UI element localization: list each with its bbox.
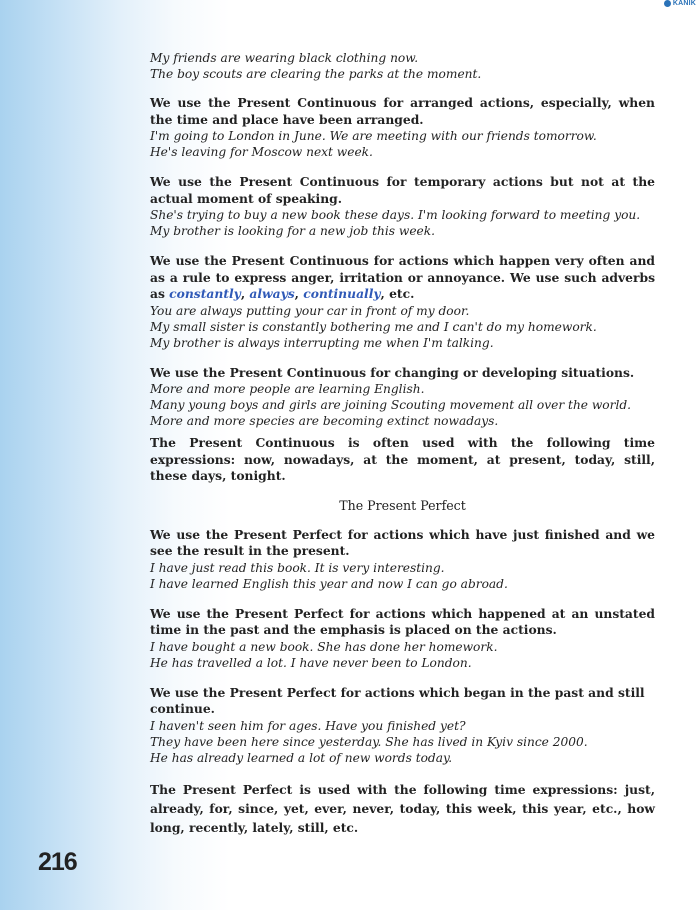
page-number: 216: [38, 848, 77, 876]
rule-text: We use the Present Perfect for actions which have just finished and we see the result in the present.: [150, 526, 655, 558]
rule-unstated-time: [150, 606, 655, 671]
example-sentence: More and more people are learning English.: [150, 382, 425, 396]
rule-began-in-past: [150, 685, 655, 766]
perfect-time-expressions: [150, 780, 655, 837]
rule-text-start: We use the Present Continuous for actions which happen very often and as a rule to express anger, irritation or annoyance. We use such adverbs as: [150, 253, 655, 301]
example-sentence: I'm going to London in June. We are meeting with our friends tomorrow.: [150, 129, 597, 143]
example-sentence: He has already learned a lot of new words today.: [150, 750, 453, 765]
section-heading-present-perfect: [150, 498, 655, 513]
adverb-continually: continually: [303, 286, 381, 301]
publisher-logo: [664, 0, 696, 7]
example-sentence: I have bought a new book. She has done her homework.: [150, 639, 498, 654]
example-sentence: My brother is always interrupting me when I'm talking.: [150, 335, 494, 350]
rule-text: [150, 253, 655, 303]
rule-temporary-actions: [150, 174, 655, 239]
page-content: [150, 50, 655, 837]
section-heading: The Present Perfect: [339, 497, 466, 513]
example-sentence: You are always putting your car in front of my door.: [150, 303, 470, 318]
example-sentence: The boy scouts are clearing the parks at the moment.: [150, 67, 482, 81]
adverb-always: always: [249, 286, 295, 301]
adverb-separator: ,: [240, 286, 250, 301]
logo-text: ΚΑΝΙΚ: [672, 0, 696, 7]
adverb-constantly: constantly: [169, 286, 241, 301]
rule-changing-situations: [150, 365, 655, 430]
example-sentence: He has travelled a lot. I have never been to London.: [150, 655, 472, 670]
rule-text-end: , etc.: [380, 286, 415, 301]
rule-just-finished: [150, 527, 655, 592]
example-sentence: She's trying to buy a new book these days. I'm looking forward to meeting you.: [150, 208, 641, 222]
example-sentence: My brother is looking for a new job this week.: [150, 224, 436, 238]
logo-icon: [664, 0, 671, 7]
time-expressions-text: The Present Perfect is used with the following time expressions: just, already, for, since, yet, ever, never, today, this week, this year, etc., how long, recently, lately, still, etc.: [150, 781, 655, 835]
adverb-separator: ,: [294, 286, 304, 301]
example-sentence: More and more species are becoming extinct nowadays.: [150, 414, 499, 428]
example-sentence: My friends are wearing black clothing now.: [150, 51, 419, 65]
example-sentence: My small sister is constantly bothering me and I can't do my homework.: [150, 319, 597, 334]
rule-text: We use the Present Perfect for actions which began in the past and still continue.: [150, 684, 645, 716]
example-sentence: I haven't seen him for ages. Have you finished yet?: [150, 718, 466, 733]
rule-text: We use the Present Perfect for actions which happened at an unstated time in the past and the emphasis is placed on the actions.: [150, 605, 655, 637]
intro-examples: [150, 50, 655, 82]
rule-frequent-actions: [150, 253, 655, 351]
continuous-time-expressions: [150, 435, 655, 485]
rule-text: We use the Present Continuous for arranged actions, especially, when the time and place have been arranged.: [150, 95, 655, 127]
rule-text: We use the Present Continuous for changing or developing situations.: [150, 364, 635, 380]
example-sentence: Many young boys and girls are joining Scouting movement all over the world.: [150, 398, 632, 412]
example-sentence: He's leaving for Moscow next week.: [150, 145, 373, 159]
example-sentence: I have just read this book. It is very interesting.: [150, 560, 445, 575]
rule-text: We use the Present Continuous for temporary actions but not at the actual moment of speaking.: [150, 174, 655, 206]
example-sentence: They have been here since yesterday. She has lived in Kyiv since 2000.: [150, 734, 588, 749]
rule-arranged-actions: [150, 95, 655, 160]
time-expressions-text: The Present Continuous is often used with the following time expressions: now, nowadays, at the moment, at present, today, still, these days, tonight.: [150, 435, 655, 483]
example-sentence: I have learned English this year and now I can go abroad.: [150, 576, 508, 591]
